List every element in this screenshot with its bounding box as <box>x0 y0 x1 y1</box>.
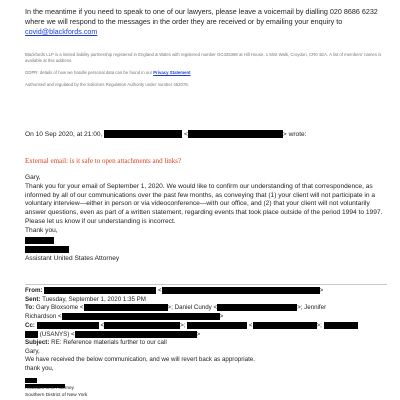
redacted-block <box>75 331 197 338</box>
privacy-statement-link[interactable]: Privacy Statement <box>153 70 191 75</box>
redacted-block <box>217 304 297 311</box>
to-recipient-1: Gary Bloxsome < <box>35 304 84 312</box>
message-paragraph: Thank you for your email of September 1, 2020. We would like to confirm our understanding of that correspondence, as informed by all of our communications over the past few months, as conveying that (1) your client will not participate in a voluntary interview—either in person or via videoconference—with our office, and (2) that your client will not voluntarily answer questions, even as part of a written statement, regarding events that took place outside of the period 1994 to 1997. Please let us know if our understanding is incorrect. <box>25 182 383 225</box>
from-label: From: <box>25 287 43 295</box>
fine-print-gdpr <box>25 70 385 76</box>
signature-title: Assistant U.S. Attorney <box>25 386 75 391</box>
reply-header <box>25 130 307 139</box>
subject-value: RE: Reference materials further to our call <box>51 339 167 347</box>
redacted-block <box>162 287 320 294</box>
message-title: Assistant United States Attorney <box>25 254 120 262</box>
sent-value: Tuesday, September 1, 2020 1:35 PM <box>42 295 146 303</box>
redacted-block <box>37 322 99 329</box>
redacted-block <box>253 322 317 329</box>
subject-label: Subject: <box>25 339 50 347</box>
gdpr-text: GDPR: details of how we handle personal data can be found in our <box>25 70 154 75</box>
intro-paragraph <box>25 7 385 38</box>
redacted-block <box>25 331 38 338</box>
fine-print-sra: Authorised and regulated by the Solicitors Regulation Authority under number 462078. <box>25 82 189 87</box>
redacted-block <box>187 322 247 329</box>
to-line <box>25 304 387 313</box>
message-greeting: Gary, <box>25 174 41 181</box>
redacted-block <box>25 237 54 244</box>
to-recipient-2: >; Daniel Cundy < <box>167 304 218 312</box>
cc-line: Cc: < >; < >; <box>25 322 387 331</box>
signature-block <box>25 386 87 399</box>
cc-line-continued: (USANYS) < > <box>25 331 387 340</box>
signature-office: Southern District of New York <box>25 392 88 398</box>
redacted-block <box>104 130 182 138</box>
covid-email-link[interactable]: covid@blackfords.com <box>25 27 98 37</box>
reply-suffix: > wrote: <box>282 131 307 138</box>
reply-bracket: < <box>184 131 188 138</box>
cc-label: Cc: <box>25 321 35 329</box>
sent-label: Sent: <box>25 295 41 303</box>
forward-body: We have received the below communication, and we will revert back as appropriate. <box>25 356 255 364</box>
message-body <box>25 174 387 263</box>
forward-greeting: Gary, <box>25 347 40 355</box>
header-divider <box>25 284 387 285</box>
redacted-block <box>44 287 156 294</box>
redacted-block <box>25 378 37 383</box>
redacted-block <box>188 130 283 138</box>
to-recipient-4: Richardson < <box>25 313 62 321</box>
message-closing: Thank you, <box>25 226 58 234</box>
to-line-continued: Richardson < > <box>25 313 224 321</box>
redacted-block <box>25 246 69 253</box>
redacted-block <box>324 322 358 329</box>
cc-usanys: (USANYS) < <box>39 330 75 338</box>
fine-print-company: Blackfords LLP is a limited liability partnership registered in England & Wales with registered number OC325398 at Hill House, 1 Mint Walk, Croydon, CR0 1EA. A list of members' names is available at this address. <box>25 52 382 63</box>
reply-prefix: On 10 Sep 2020, at 21:00, <box>25 131 103 138</box>
redacted-block <box>62 313 220 320</box>
forward-closing: thank you, <box>25 365 54 373</box>
to-recipient-3: >; Jennifer <box>297 304 327 312</box>
redacted-block <box>84 304 168 311</box>
external-email-warning: External email: is it safe to open attachments and links? <box>25 157 182 165</box>
redacted-block <box>104 322 180 329</box>
sent-line <box>25 296 387 305</box>
forwarded-header <box>25 287 387 374</box>
from-line: From: < > <box>25 287 324 295</box>
to-label: To: <box>25 304 35 312</box>
subject-line <box>25 339 387 348</box>
intro-text: In the meantime if you need to speak to one of our lawyers, please leave a voicemail by dialling 020 8686 6232 where we will respond to the messages in the order they are received or by emailing your enquiry to <box>25 7 378 27</box>
